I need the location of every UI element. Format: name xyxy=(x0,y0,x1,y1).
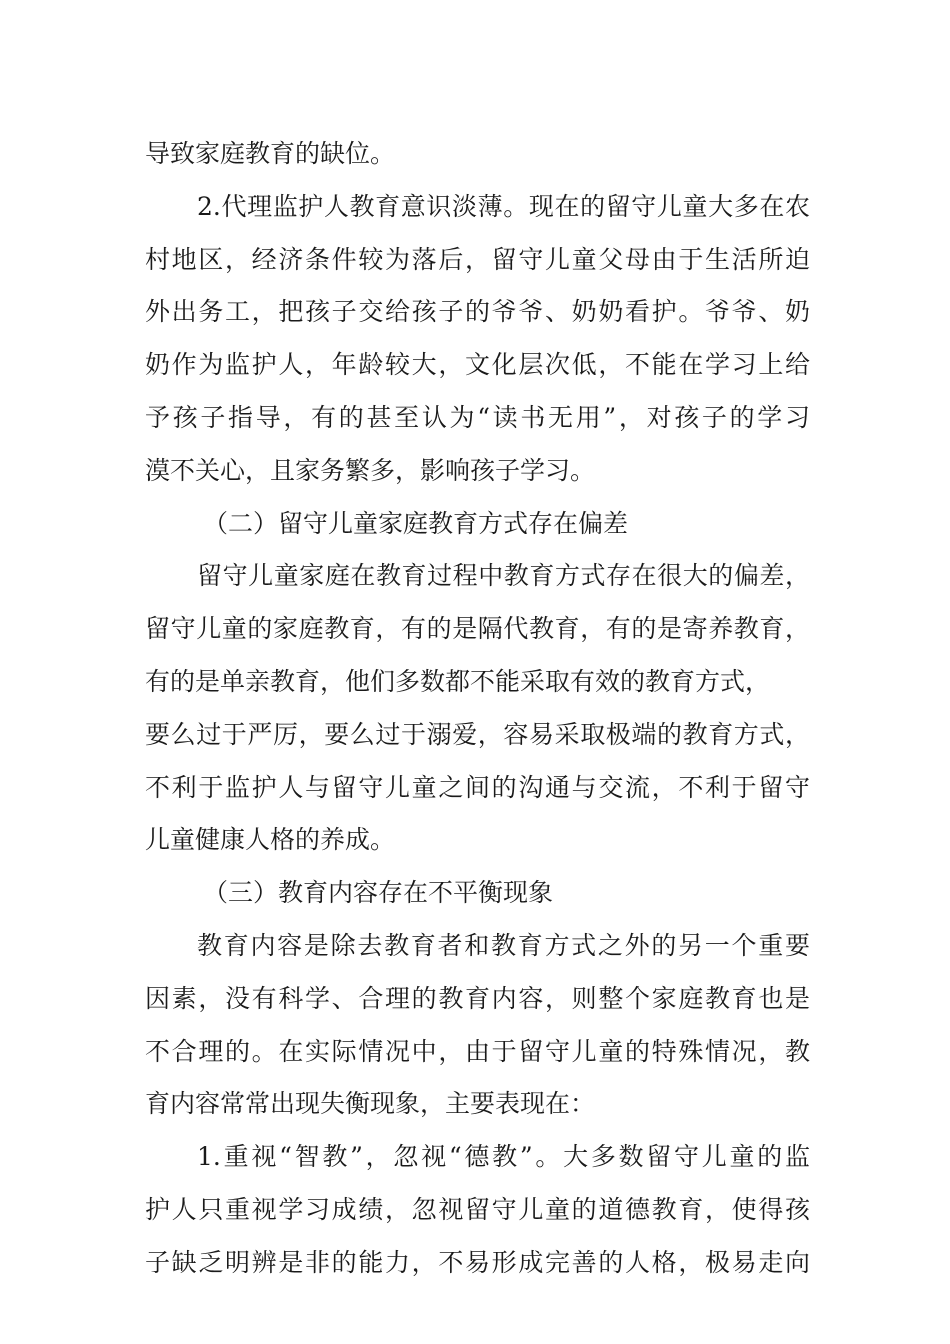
text-line: 因素，没有科学、合理的教育内容，则整个家庭教育也是 xyxy=(145,983,810,1013)
text-line: 不合理的。在实际情况中，由于留守儿童的特殊情况，教 xyxy=(145,1036,810,1066)
text-line: 予孩子指导，有的甚至认为“读书无用”，对孩子的学习 xyxy=(145,402,810,432)
body-text xyxy=(145,128,810,1290)
text-line: 护人只重视学习成绩，忽视留守儿童的道德教育，使得孩 xyxy=(145,1194,810,1224)
text-line: 奶作为监护人，年龄较大，文化层次低，不能在学习上给 xyxy=(145,350,810,380)
text-line: 要么过于严厉，要么过于溺爱，容易采取极端的教育方式， xyxy=(145,719,810,749)
paragraph-start-line: 1.重视“智教”，忽视“德教”。大多数留守儿童的监 xyxy=(197,1142,810,1172)
paragraph-start-line: 2.代理监护人教育意识淡薄。现在的留守儿童大多在农 xyxy=(197,191,810,221)
text-line: 漠不关心，且家务繁多，影响孩子学习。 xyxy=(145,455,596,485)
text-line: 育内容常常出现失衡现象，主要表现在： xyxy=(145,1089,596,1119)
text-line: 不利于监护人与留守儿童之间的沟通与交流，不利于留守 xyxy=(145,772,810,802)
text-line: 留守儿童的家庭教育，有的是隔代教育，有的是寄养教育， xyxy=(145,614,810,644)
text-line: 子缺乏明辨是非的能力，不易形成完善的人格，极易走向 xyxy=(145,1247,810,1277)
text-line: 儿童健康人格的养成。 xyxy=(145,825,396,855)
text-line: 外出务工，把孩子交给孩子的爷爷、奶奶看护。爷爷、奶 xyxy=(145,297,810,327)
section-heading: （三）教育内容存在不平衡现象 xyxy=(203,878,554,908)
paragraph-start-line: 教育内容是除去教育者和教育方式之外的另一个重要 xyxy=(197,930,810,960)
text-line: 村地区，经济条件较为落后，留守儿童父母由于生活所迫 xyxy=(145,244,810,274)
text-line: 导致家庭教育的缺位。 xyxy=(145,139,396,168)
paragraph-start-line: 留守儿童家庭在教育过程中教育方式存在很大的偏差， xyxy=(197,561,810,591)
section-heading: （二）留守儿童家庭教育方式存在偏差 xyxy=(203,508,629,538)
text-line: 有的是单亲教育，他们多数都不能采取有效的教育方式， xyxy=(145,666,771,696)
